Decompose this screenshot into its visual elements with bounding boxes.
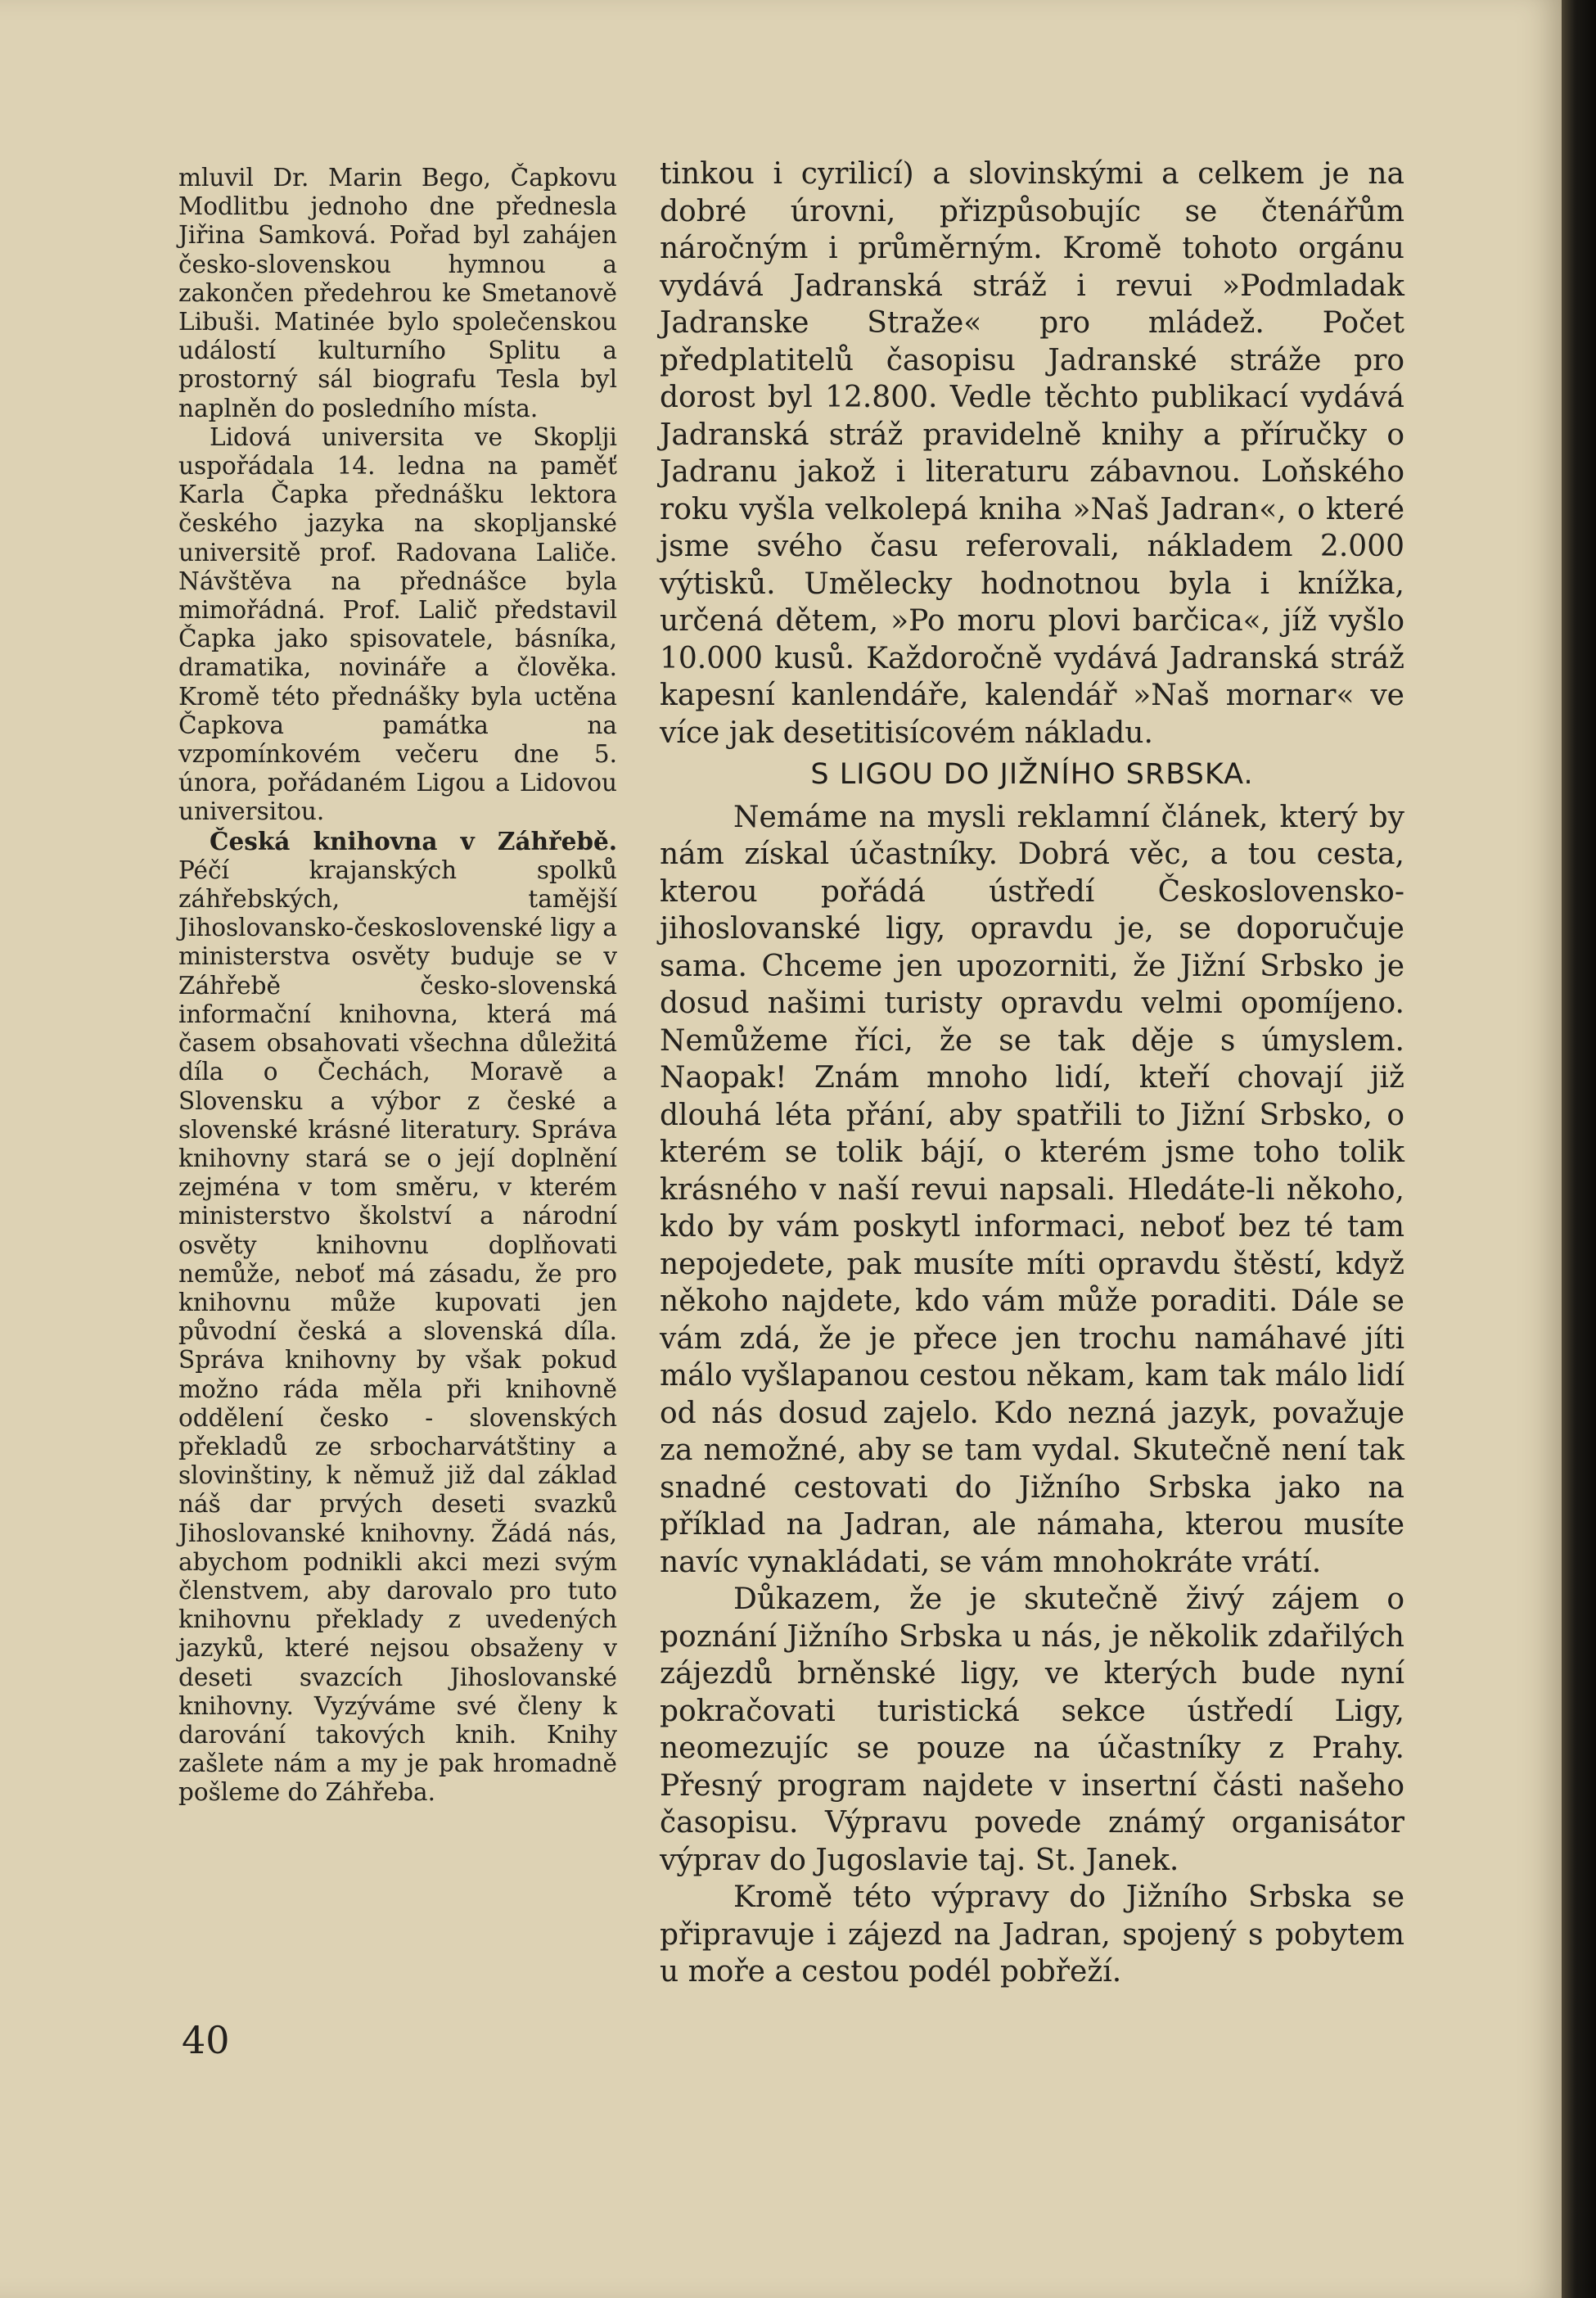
left-paragraph-3-body: Péčí krajanských spolků záhřebských, tamější Jihoslovansko-československé ligy a ministerstva osvěty buduje se v Záhřebě česko-slovenská informační knihovna, která má časem obsahovati všechna důležitá díla o Čechách, Moravě a Slovensku a výbor z české a slovenské krásné literatury. Správa knihovny stará se o její doplnění zejména v tom směru, v kterém ministerstvo školství a národní osvěty knihovnu doplňovati nemůže, neboť má zásadu, že pro knihovnu může kupovati jen původní česká a slovenská díla. Správa knihovny by však pokud možno ráda měla při knihovně oddělení česko - slovenských překladů ze srbocharvátštiny a slovinštiny, k němuž již dal základ náš dar prvých deseti svazků Jihoslovanské knihovny. Žádá nás, abychom podnikli akci mezi svým členstvem, aby darovalo pro tuto knihovnu překlady z uvedených jazyků, které nejsou obsaženy v deseti svazcích Jihoslovanské knihovny. Vyzýváme své členy k darování takových knih. Knihy zašlete nám a my je pak hromadně pošleme do Záhřeba. — [178, 856, 617, 1807]
right-column — [660, 156, 1404, 1991]
right-paragraph-3: Důkazem, že je skutečně živý zájem o poznání Jižního Srbska u nás, je několik zdařilých zájezdů brněnské ligy, ve kterých bude nyní pokračovati turistická sekce ústředí Ligy, neomezujíc se pouze na účastníky z Prahy. Přesný program najdete v insertní části našeho časopisu. Výpravu povede známý organisátor výprav do Jugoslavie taj. St. Janek. — [660, 1582, 1404, 1877]
right-paragraph-1: tinkou i cyrilicí) a slovinskými a celkem je na dobré úrovni, přizpůsobujíc se čtenářům náročným i průměrným. Kromě tohoto orgánu vydává Jadranská stráž i revui »Podmladak Jadranske Straže« pro mládež. Počet předplatitelů časopisu Jadranské stráže pro dorost byl 12.800. Vedle těchto publikací vydává Jadranská stráž pravidelně knihy a příručky o Jadranu jakož i literaturu zábavnou. Loňského roku vyšla velkolepá kniha »Naš Jadran«, o které jsme svého času referovali, nákladem 2.000 výtisků. Umělecky hodnotnou byla i knížka, určená dětem, »Po moru plovi barčica«, jíž vyšlo 10.000 kusů. Každoročně vydává Jadranská stráž kapesní kanlendáře, kalendář »Naš mornar« ve více jak desetitisícovém nákladu. — [660, 157, 1404, 750]
left-paragraph-2: Lidová universita ve Skoplji uspořádala 14. ledna na paměť Karla Čapka přednášku lektora českého jazyka na skopljanské universitě prof. Radovana Laliče. Návštěva na přednášce byla mimořádná. Prof. Lalič představil Čapka jako spisovatele, básníka, dramatika, novináře a člověka. Kromě této přednášky byla uctěna Čapkova památka na vzpomínkovém večeru dne 5. února, pořádaném Ligou a Lidovou universitou. — [178, 422, 617, 826]
right-paragraph-4: Kromě této výpravy do Jižního Srbska se připravuje i zájezd na Jadran, spojený s pobytem u moře a cestou podél pobřeží. — [660, 1880, 1404, 1989]
left-column — [178, 164, 617, 1808]
left-paragraph-3 — [178, 827, 617, 1808]
article-heading: S LIGOU DO JIŽNÍHO SRBSKA. — [810, 758, 1254, 791]
page-number: 40 — [182, 2018, 230, 2062]
section-lead-ceska-knihovna: Česká knihovna v Záhřebě. — [210, 826, 617, 856]
left-paragraph-1: mluvil Dr. Marin Bego, Čapkovu Modlitbu jednoho dne přednesla Jiřina Samková. Pořad byl zahájen česko-slovenskou hymnou a zakončen předehrou ke Smetanově Libuši. Matinée bylo společenskou událostí kulturního Splitu a prostorný sál biografu Tesla byl naplněn do posledního místa. — [178, 164, 617, 422]
right-paragraph-2: Nemáme na mysli reklamní článek, který by nám získal účastníky. Dobrá věc, a tou cesta, kterou pořádá ústředí Československo-jihoslovanské ligy, opravdu je, se doporučuje sama. Chceme jen upozorniti, že Jižní Srbsko je dosud našimi turisty opravdu velmi opomíjeno. Nemůžeme říci, že se tak děje s úmyslem. Naopak! Znám mnoho lidí, kteří chovají již dlouhá léta přání, aby spatřili to Jižní Srbsko, o kterém se tolik bájí, o kterém jsme toho tolik krásného v naší revui napsali. Hledáte-li někoho, kdo by vám poskytl informaci, neboť bez té tam nepojedete, pak musíte míti opravdu štěstí, když někoho najdete, kdo vám může poraditi. Dále se vám zdá, že je přece jen trochu namáhavé jíti málo vyšlapanou cestou někam, kam tak málo lidí od nás dosud zajelo. Kdo nezná jazyk, považuje za nemožné, aby se tam vydal. Skutečně není tak snadné cestovati do Jižního Srbska jako na příklad na Jadran, ale námaha, kterou musíte navíc vynakládati, se vám mnohokráte vrátí. — [660, 800, 1404, 1579]
page-edge-shadow — [1562, 0, 1596, 2298]
